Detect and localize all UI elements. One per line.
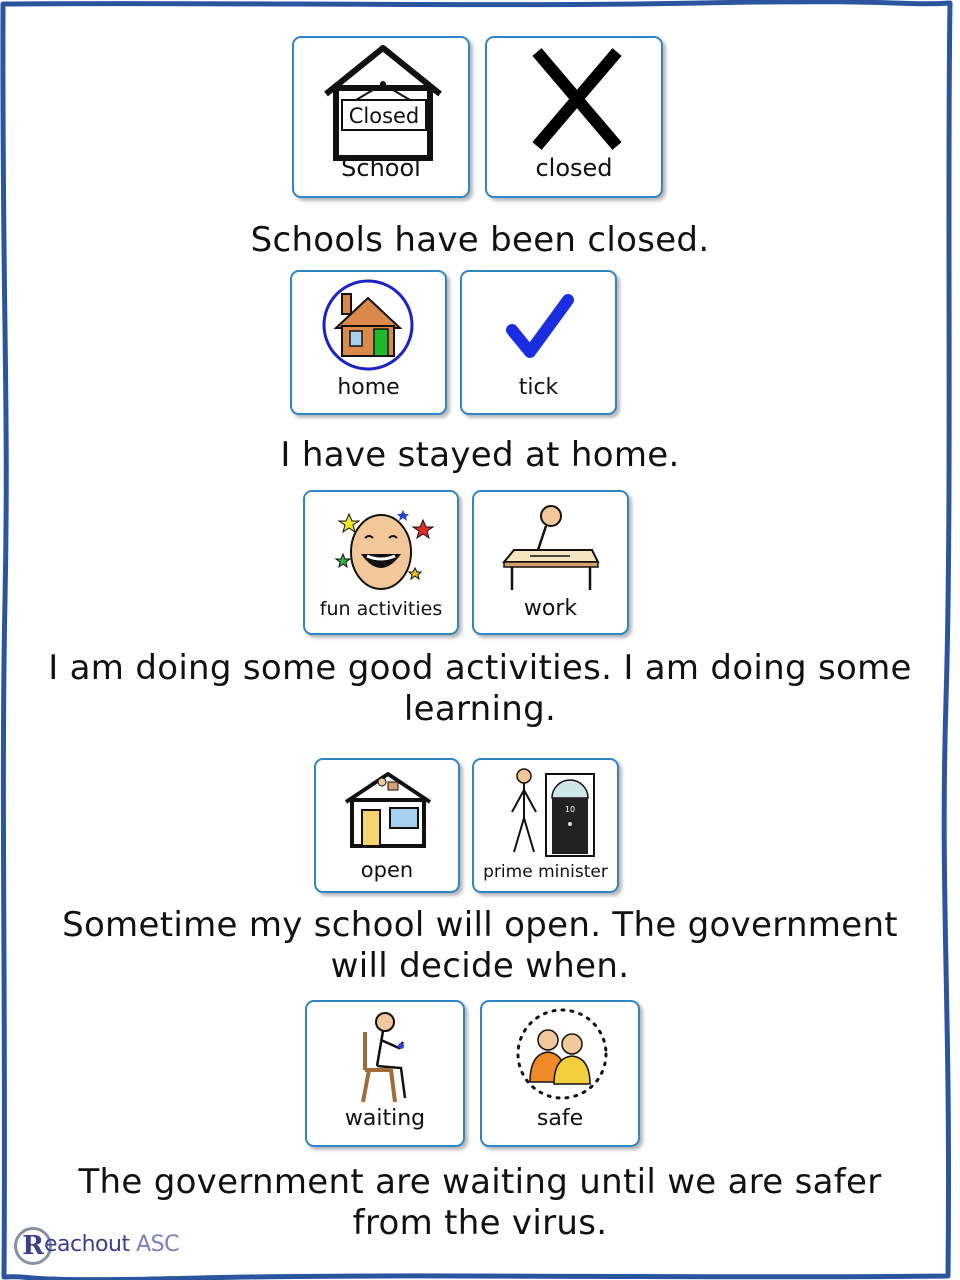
card-fun-activities <box>303 490 459 635</box>
reachout-asc-logo <box>14 1227 184 1273</box>
card-label: work <box>523 596 578 621</box>
sentence-4: Sometime my school will open. The government will decide when. <box>62 905 898 986</box>
sentence-1: Schools have been closed. <box>250 220 710 260</box>
card-label: prime minister <box>483 862 608 882</box>
card-open <box>314 758 460 893</box>
card-label: tick <box>518 375 559 400</box>
card-label: waiting <box>344 1106 426 1131</box>
card-prime-minister <box>472 758 619 893</box>
card-home <box>290 270 447 415</box>
logo-letter: R <box>14 1227 52 1265</box>
logo-name: eachout <box>44 1232 130 1257</box>
card-closed <box>485 36 663 198</box>
card-waiting <box>305 1000 465 1147</box>
logo-suffix: ASC <box>136 1232 179 1257</box>
card-tick <box>460 270 617 415</box>
sentence-5: The government are waiting until we are safer from the virus. <box>78 1162 882 1243</box>
card-label: home <box>337 375 400 400</box>
closed-sign-text: Closed <box>348 104 420 128</box>
card-label: School <box>341 154 421 182</box>
card-label: fun activities <box>319 598 443 620</box>
card-safe <box>480 1000 640 1147</box>
card-label: safe <box>536 1106 584 1131</box>
sentence-2: I have stayed at home. <box>280 435 680 475</box>
card-school <box>292 36 470 198</box>
card-label: closed <box>535 154 613 182</box>
card-work <box>472 490 629 635</box>
door-number: 10 <box>564 805 576 814</box>
sentence-3: I am doing some good activities. I am doing some learning. <box>48 648 912 729</box>
logo-text <box>44 1232 179 1257</box>
card-label: open <box>360 858 414 882</box>
